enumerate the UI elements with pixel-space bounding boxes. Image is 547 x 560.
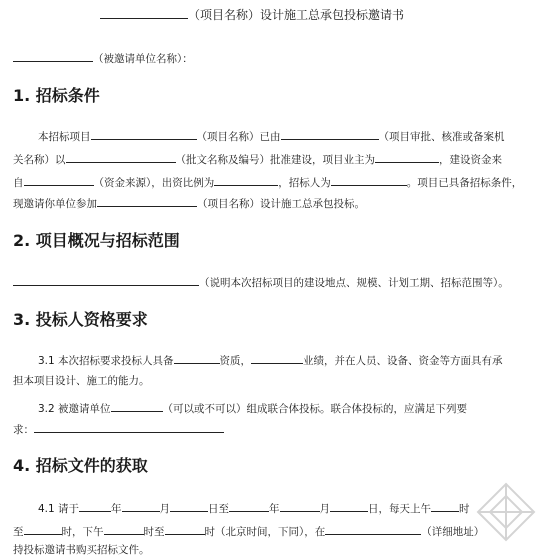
invitee-line: （被邀请单位名称）： (13, 50, 193, 66)
document-title (100, 7, 404, 22)
blank (91, 128, 197, 140)
watermark-logo (470, 478, 542, 550)
section-4-heading: 4. 招标文件的获取 (13, 456, 148, 475)
s4-line-3: 持投标邀请书购买招标文件。 (13, 544, 150, 556)
title-text: （项目名称）设计施工总承包投标邀请书 (188, 8, 405, 22)
blank (170, 500, 208, 512)
blank (13, 274, 199, 286)
blank (34, 421, 224, 433)
blank (97, 195, 197, 207)
section-1-heading: 1. 招标条件 (13, 86, 100, 105)
blank (280, 500, 320, 512)
invitee-blank (13, 50, 93, 62)
blank (214, 174, 278, 186)
s1-line-2: 关名称）以 （批文名称及编号）批准建设，项目业主为 ，建设资金来 (13, 151, 502, 167)
blank (251, 352, 303, 364)
blank (79, 500, 111, 512)
s2-line-1: （说明本次招标项目的建设地点、规模、计划工期、招标范围等）。 (13, 274, 509, 290)
s1-line-1: 本招标项目 （项目名称）已由 （项目审批、核准或备案机 (38, 128, 505, 144)
blank (281, 128, 379, 140)
blank (431, 500, 459, 512)
blank (331, 174, 407, 186)
blank (66, 151, 176, 163)
blank (24, 523, 62, 535)
blank (104, 523, 144, 535)
blank (375, 151, 439, 163)
s3-line-3: 3.2 被邀请单位 （可以或不可以）组成联合体投标。联合体投标的，应满足下列要 (38, 400, 467, 416)
blank (229, 500, 269, 512)
blank (111, 400, 163, 412)
s1-line-3: 自 （资金来源），出资比例为 ，招标人为 。项目已具备招标条件， (13, 174, 522, 190)
section-2-heading: 2. 项目概况与招标范围 (13, 231, 180, 250)
s1-line-4: 现邀请你单位参加 （项目名称）设计施工总承包投标。 (13, 195, 365, 211)
blank (325, 523, 421, 535)
section-3-heading: 3. 投标人资格要求 (13, 310, 148, 329)
blank (122, 500, 160, 512)
s3-line-2: 担本项目设计、施工的能力。 (13, 375, 150, 387)
s4-line-1: 4.1 请于 年 月 日至 年 月 日，每天上午 时 (38, 500, 470, 516)
s3-line-1: 3.1 本次招标要求投标人具备 资质， 业绩，并在人员、设备、资金等方面具有承 (38, 352, 503, 368)
blank (24, 174, 94, 186)
blank (165, 523, 205, 535)
s3-line-4: 求： (13, 421, 224, 437)
project-name-blank (100, 7, 188, 19)
blank (330, 500, 368, 512)
blank (174, 352, 220, 364)
s4-line-2: 至 时，下午 时至 时（北京时间，下同），在 （详细地址） (13, 523, 484, 539)
